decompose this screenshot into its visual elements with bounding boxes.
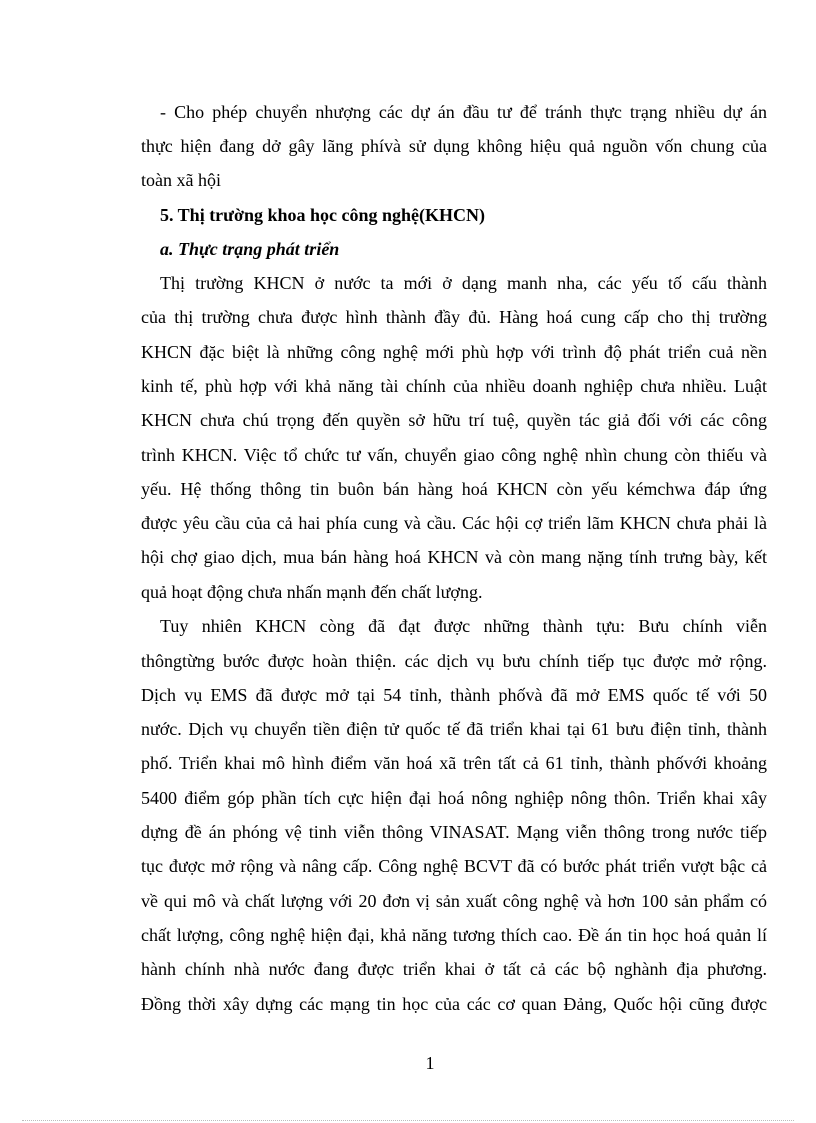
paragraph-line: 5400 điểm góp phần tích cực hiện đại hoá nông nghiệp nông thôn. Triển khai xây — [141, 788, 767, 808]
paragraph-line: thôngtừng bước được hoàn thiện. các dịch vụ bưu chính tiếp tục được mở rộng. — [141, 651, 767, 671]
paragraph-line: hội chợ giao dịch, mua bán hàng hoá KHCN và còn mang nặng tính trưng bày, kết — [141, 547, 767, 567]
paragraph-line: KHCN chưa chú trọng đến quyền sở hữu trí tuệ, quyền tác giả đối với các công — [141, 410, 767, 430]
paragraph-line: kinh tế, phù hợp với khả năng tài chính của nhiều doanh nghiệp chưa nhiều. Luật — [141, 376, 767, 396]
paragraph-line: Tuy nhiên KHCN còng đã đạt được những thành tựu: Bưu chính viễn — [160, 616, 767, 636]
paragraph-line: Dịch vụ EMS đã được mở tại 54 tỉnh, thành phốvà đã mở EMS quốc tế với 50 — [141, 685, 767, 705]
subsection-heading: a. Thực trạng phát triển — [160, 239, 340, 259]
page-number: 1 — [425, 1053, 435, 1073]
paragraph-line: hành chính nhà nước đang được triển khai ở tất cả các bộ nghành địa phương. — [141, 959, 767, 979]
paragraph-line: thực hiện đang dở gây lãng phívà sử dụng không hiệu quả nguồn vốn chung của — [141, 136, 767, 156]
paragraph-line: chất lượng, công nghệ hiện đại, khả năng tương thích cao. Đề án tin học hoá quản lí — [141, 925, 767, 945]
paragraph-line: quả hoạt động chưa nhấn mạnh đến chất lượng. — [141, 582, 483, 602]
paragraph-line: toàn xã hội — [141, 170, 221, 190]
paragraph-line: phố. Triển khai mô hình điểm văn hoá xã trên tất cả 61 tỉnh, thành phốvới khoảng — [141, 753, 767, 773]
paragraph-line: Đồng thời xây dựng các mạng tin học của các cơ quan Đảng, Quốc hội cũng được — [141, 994, 767, 1014]
paragraph-line: KHCN đặc biệt là những công nghệ mới phù hợp với trình độ phát triển cuả nền — [141, 342, 767, 362]
paragraph-line: được yêu cầu của cả hai phía cung và cầu. Các hội cợ triển lãm KHCN chưa phải là — [141, 513, 767, 533]
paragraph-line: Thị trường KHCN ở nước ta mới ở dạng manh nha, các yếu tố cấu thành — [160, 273, 767, 293]
paragraph-line: yếu. Hệ thống thông tin buôn bán hàng hoá KHCN còn yếu kémchwa đáp ứng — [141, 479, 767, 499]
paragraph-line: dựng đề án phóng vệ tinh viễn thông VINASAT. Mạng viễn thông trong nước tiếp — [141, 822, 767, 842]
paragraph-line: tục được mở rộng và nâng cấp. Công nghệ BCVT đã có bước phát triển vượt bậc cả — [141, 856, 767, 876]
paragraph-line: trình KHCN. Việc tổ chức tư vấn, chuyển giao công nghệ nhìn chung còn thiếu và — [141, 445, 767, 465]
section-heading: 5. Thị trường khoa học công nghệ(KHCN) — [160, 205, 485, 225]
page-bottom-divider — [22, 1120, 794, 1121]
paragraph-line: về qui mô và chất lượng với 20 đơn vị sản xuất công nghệ và hơn 100 sản phẩm có — [141, 891, 767, 911]
paragraph-line: nước. Dịch vụ chuyển tiền điện tử quốc tế đã triển khai tại 61 bưu điện tỉnh, thành — [141, 719, 767, 739]
paragraph-line: - Cho phép chuyển nhượng các dự án đầu tư để tránh thực trạng nhiều dự án — [160, 102, 767, 122]
paragraph-line: của thị trường chưa được hình thành đầy đủ. Hàng hoá cung cấp cho thị trường — [141, 307, 767, 327]
